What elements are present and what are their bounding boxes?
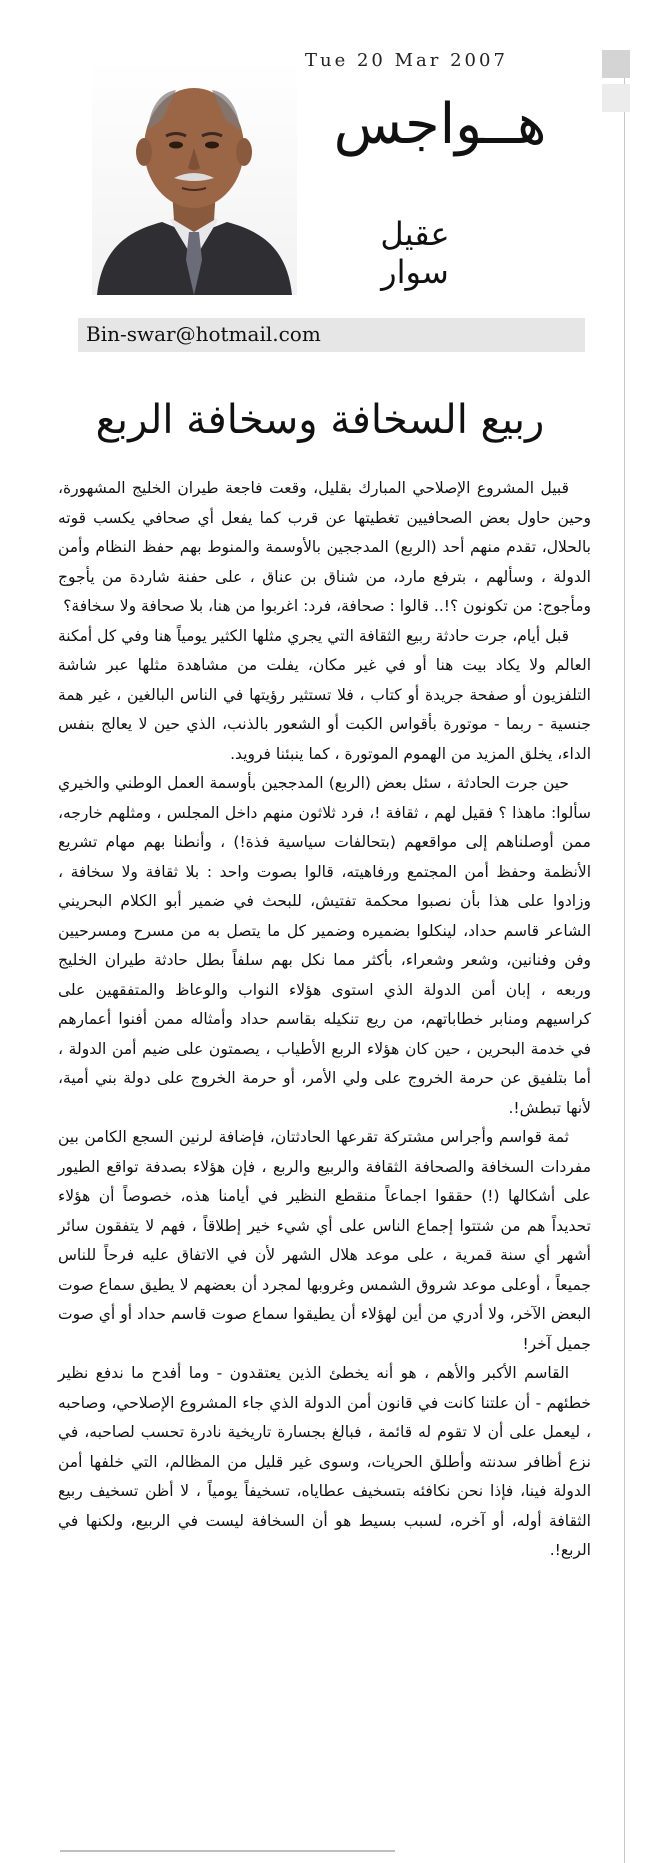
article-paragraph: ثمة قواسم وأجراس مشتركة تقرعها الحادثتان، فإضافة لرنين السجع الكامن بين مفردات السخافة والصحافة الثقافة والربيع والربع ، فإن هؤلاء بصدفة تواقع الطيور على أشكالها (!) حققوا اجماعاً منقطع النظير في أيامنا هذه، خصوصاً أن هؤلاء تحديداً هم من شتتوا إجماع الناس على أي شيء خير إطلاقاً ، فهم لا يتفقون سائر أشهر أي سنة قمرية ، على موعد هلال الشهر لأن في الاتفاق عليه فرحاً للناس جميعاً ، أوعلى موعد شروق الشمس وغروبها لمجرد أن بعضهم لا يطيق سماع صوت البعض الآخر، ولا أدري من أين لهؤلاء أن يطيقوا سماع صوت قاسم حداد أو أي صوت جميل آخر! <box>58 1128 591 1353</box>
page-tab-light <box>602 84 630 112</box>
author-portrait-illustration <box>92 60 297 295</box>
author-name: عقيل سوار <box>380 215 450 291</box>
article-paragraph: قبل أيام، جرت حادثة ربيع الثقافة التي يجري مثلها الكثير يومياً هنا وفي كل أمكنة العالم ولا يكاد بيت هنا أو في غير مكان، يفلت من مشاهدة مثلها عبر شاشة التلفزيون أو صفحة جريدة أو كتاب ، فلا تستثير رؤيتها في الناس البالغين ، غير همة جنسية - ربما - موتورة بأقواس الكبت أو الشعور بالذنب، الذي حين لا يعالج بنفس الداء، يخلق المزيد من الهموم الموتورة ، كما ينبئنا فرويد. <box>58 626 591 763</box>
article-body <box>58 474 591 1566</box>
article-paragraph: قبيل المشروع الإصلاحي المبارك بقليل، وقعت فاجعة طيران الخليج المشهورة، وحين حاول بعض الصحافيين تغطيتها عن قرب كما يفعل أي صحافي يكسب قوته بالحلال، تقدم منهم أحد (الربع) المدججين بالأوسمة والمنوط بهم حفظ النظام وأمن الدولة ، وسألهم ، بترفع مارد، من شناق بن عناق ، على حفنة شاردة من يأجوج ومأجوج: من تكونون ؟!.. قالوا : صحافة، فرد: اغربوا من هنا، بلا صحافة ولا سخافة؟ <box>58 479 591 615</box>
bottom-divider <box>60 1850 395 1852</box>
right-margin-rule <box>624 50 625 1863</box>
article-paragraph: القاسم الأكبر والأهم ، هو أنه يخطئ الذين يعتقدون - وما أفدح ما ندفع نظير خطئهم - أن علتنا كانت في قانون أمن الدولة الذي جاء المشروع الإصلاحي، وصاحبه ، ليعمل على أن لا تقوم له قائمة ، فبالغ بجسارة تاريخية نادرة تحسب لصاحبه، في نزع أظافر سدنته وأطلق الحريات، وسوى غير قليل من المظالم، التي خلفها أمن الدولة فينا، فإذا نحن نكافئه بتسخيف عطاياه، تسخيفاً يومياً ، لا أظن تسخيف ربيع الثقافة أوله، أو آخره، لسبب بسيط هو أن السخافة ليست في الربيع، ولكنها في الربع!. <box>58 1364 591 1559</box>
article-paragraph: حين جرت الحادثة ، سئل بعض (الربع) المدججين بأوسمة العمل الوطني والخيري سألوا: ماهذا ؟ فقيل لهم ، ثقافة !، فرد ثلاثون منهم داخل المجلس ، ومثلهم خارجه، ممن أوصلناهم إلى مواقعهم (بتحالفات سياسية فذة!) ، وأنطنا بهم مهام تشريع الأنظمة وحفظ أمن المجتمع ورفاهيته، قالوا بصوت واحد : بلا ثقافة ولا سخافة ، وزادوا على هذا بأن نصبوا محكمة تفتيش، للبحث في ضمير أبو الكلام البحريني الشاعر قاسم حداد، لينكلوا بضميره وضمير كل ما يتصل به من مسرح ومسرحيين وفن وفنانين، وشعر وشعراء، بأكثر مما نكل بهم سلفاً بطل حادثة طيران الخليج وربعه ، إبان أمن الدولة الذي استوى هؤلاء النواب والوعاظ والمتفقهين على كراسيهم ومنابر خطاباتهم، من ريع تنكيله بقاسم حداد وأمثاله ممن أفنوا أعمارهم في خدمة البحرين ، حين كان هؤلاء الربع الأطياب ، يصمتون على ضيم أمن الدولة ، أما بتلفيق عن حرمة الخروج على ولي الأمر، أو حرمة الخروج على دولة بني أمية، لأنها تبطش!. <box>58 774 591 1117</box>
author-email-link[interactable]: Bin-swar@hotmail.com <box>86 322 321 346</box>
column-title: هــواجس <box>333 92 547 157</box>
article-headline: ربيع السخافة وسخافة الربع <box>95 397 545 443</box>
page-tab-dark <box>602 50 630 78</box>
email-bar <box>78 318 585 352</box>
publication-date: Tue 20 Mar 2007 <box>305 50 508 71</box>
author-photo <box>92 60 297 295</box>
